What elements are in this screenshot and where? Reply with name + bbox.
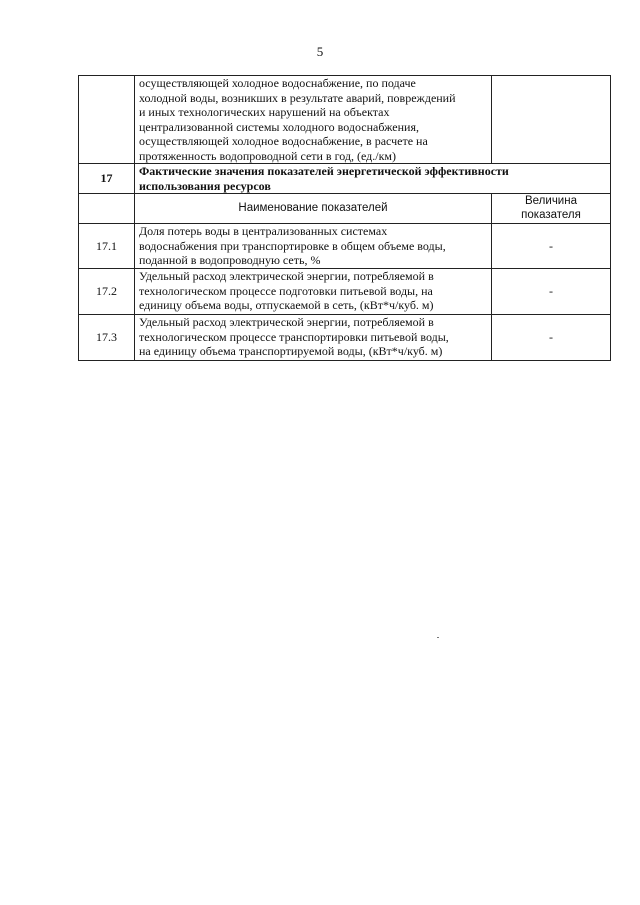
text-line: и иных технологических нарушений на объектах <box>139 105 390 119</box>
row-name <box>135 224 492 269</box>
text-line: единицу объема воды, отпускаемой в сеть, (кВт*ч/куб. м) <box>139 298 434 312</box>
row-name <box>135 315 492 361</box>
section-title <box>135 164 611 194</box>
text-line: технологическом процессе транспортировки питьевой воды, <box>139 329 449 344</box>
table-row <box>79 269 611 315</box>
page-number: 5 <box>316 44 324 59</box>
row-number: 17.3 <box>79 315 135 361</box>
text-line: централизованной системы холодного водоснабжения, <box>139 119 419 134</box>
text-line: Удельный расход электрической энергии, потребляемой в <box>139 315 434 329</box>
row-number: 17.1 <box>79 224 135 269</box>
section-row <box>79 164 611 194</box>
table-row <box>79 224 611 269</box>
text-line: Доля потерь воды в централизованных системах <box>139 224 388 238</box>
continued-row-text <box>135 76 492 164</box>
header-row <box>79 194 611 224</box>
section-number: 17 <box>79 164 135 194</box>
section-title-line: Фактические значения показателей энергетической эффективности <box>139 164 509 178</box>
header-value-line: Величина <box>525 195 577 207</box>
header-name: Наименование показателей <box>135 194 492 224</box>
row-name <box>135 269 492 315</box>
row-value: - <box>492 224 611 269</box>
header-value-line: показателя <box>521 209 581 221</box>
text-line: поданной в водопроводную сеть, % <box>139 253 321 267</box>
section-title-line: использования ресурсов <box>139 178 271 193</box>
text-line: осуществляющей холодное водоснабжение, в расчете на <box>139 134 428 148</box>
continued-row-value-cell <box>492 76 611 164</box>
header-number-cell <box>79 194 135 224</box>
continued-row <box>79 76 611 164</box>
row-value: - <box>492 315 611 361</box>
text-line: на единицу объема транспортируемой воды, (кВт*ч/куб. м) <box>139 344 443 358</box>
continued-row-number-cell <box>79 76 135 164</box>
text-line: протяженность водопроводной сети в год, (ед./км) <box>139 148 397 163</box>
text-line: осуществляющей холодное водоснабжение, по подаче <box>139 76 416 90</box>
text-line: Удельный расход электрической энергии, потребляемой в <box>139 269 434 283</box>
indicators-table <box>78 75 611 361</box>
text-line: технологическом процессе подготовки питьевой воды, на <box>139 283 433 298</box>
row-value: - <box>492 269 611 315</box>
row-number: 17.2 <box>79 269 135 315</box>
text-line: водоснабжения при транспортировке в общем объеме воды, <box>139 238 446 253</box>
text-line: холодной воды, возникших в результате аварий, повреждений <box>139 90 456 105</box>
scan-speck <box>437 637 439 638</box>
table-row <box>79 315 611 361</box>
header-value <box>492 194 611 224</box>
